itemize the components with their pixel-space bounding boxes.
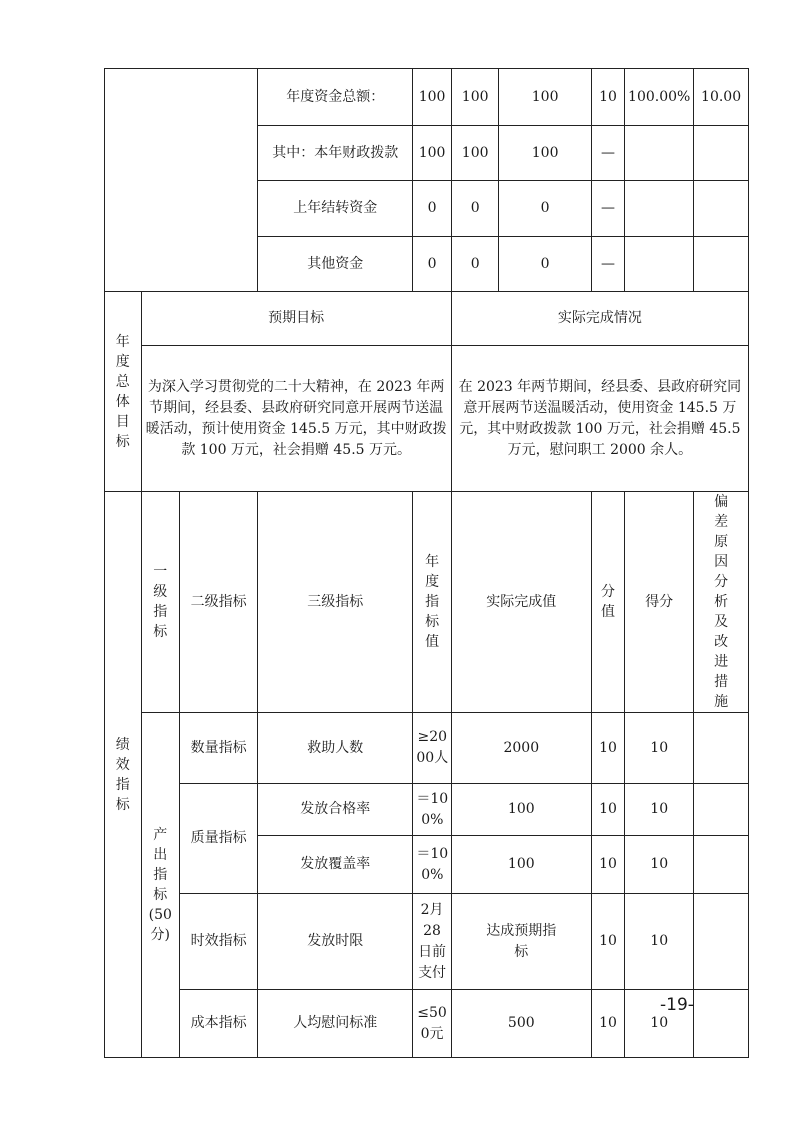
funds-value: 10.00 (694, 69, 749, 126)
goals-section-label-cell (105, 292, 142, 492)
annual-value-text: ≥2000人 (416, 729, 449, 766)
score-cell: 10 (625, 713, 694, 784)
deviation-cell (694, 784, 749, 836)
deviation-header: 偏差原因分析及改进措施 (714, 494, 729, 710)
actual-value-cell: 100 (451, 784, 591, 836)
actual-value-text: 达成预期指标 (486, 922, 557, 960)
annual-value-cell (413, 713, 452, 784)
actual-value-cell: 500 (451, 990, 591, 1058)
funds-value: 0 (413, 237, 452, 292)
table-row (105, 990, 749, 1058)
funds-blank-cell (105, 69, 258, 292)
funds-value: 100 (413, 69, 452, 126)
output-label-cell (141, 713, 180, 1058)
score-cell: 10 (625, 836, 694, 894)
deviation-cell (694, 836, 749, 894)
annual-value-header-cell (413, 492, 452, 713)
funds-value (694, 237, 749, 292)
expected-goal-header: 预期目标 (141, 292, 451, 346)
score-value-cell: 10 (591, 784, 624, 836)
annual-value-text: ≤500元 (417, 1004, 447, 1042)
funds-value (694, 181, 749, 237)
funds-value: — (591, 237, 624, 292)
annual-value-text: ＝100% (416, 790, 449, 828)
actual-value-cell: 2000 (451, 713, 591, 784)
funds-value: 0 (451, 237, 499, 292)
funds-value: 10 (591, 69, 624, 126)
expected-goal-text: 为深入学习贯彻党的二十大精神，在 2023 年两节期间，经县委、县政府研究同意开展两节送温暖活动，预计使用资金 145.5 万元，其中财政拨款 100 万元，社会捐赠 45.5 万元。 (141, 346, 451, 492)
level3-cell: 救助人数 (258, 713, 413, 784)
annual-value-cell (413, 894, 452, 990)
deviation-cell (694, 713, 749, 784)
level2-cell: 质量指标 (180, 784, 258, 894)
annual-value-text: ＝100% (416, 845, 449, 883)
score-cell: 10 (625, 894, 694, 990)
goals-text-row (105, 346, 749, 492)
funds-value: — (591, 181, 624, 237)
funds-value (625, 126, 694, 181)
funds-value: 100.00% (625, 69, 694, 126)
funds-value: 0 (413, 181, 452, 237)
funds-value: 100 (499, 69, 591, 126)
funds-label: 年度资金总额： (258, 69, 413, 126)
level3-cell: 发放时限 (258, 894, 413, 990)
score-value-cell: 10 (591, 894, 624, 990)
funds-value: — (591, 126, 624, 181)
funds-value (694, 126, 749, 181)
score-value-header: 分值 (600, 584, 615, 620)
funds-value: 100 (499, 126, 591, 181)
performance-section-label: 绩效指标 (115, 736, 130, 813)
deviation-cell (694, 990, 749, 1058)
funds-label: 其他资金 (258, 237, 413, 292)
annual-value-header: 年度指标值 (425, 554, 440, 650)
score-cell: 10 (625, 784, 694, 836)
goals-section-label: 年度总体目标 (115, 333, 130, 450)
funds-value: 100 (451, 69, 499, 126)
level3-header: 三级指标 (258, 492, 413, 713)
table-row (105, 713, 749, 784)
funds-label: 其中：本年财政拨款 (258, 126, 413, 181)
annual-value-cell (413, 784, 452, 836)
page-number: -19- (660, 995, 694, 1015)
level1-header-cell (141, 492, 180, 713)
indicators-header-row (105, 492, 749, 713)
level2-cell: 成本指标 (180, 990, 258, 1058)
actual-value-cell (451, 894, 591, 990)
goals-header-row (105, 292, 749, 346)
funds-label: 上年结转资金 (258, 181, 413, 237)
actual-completion-text: 在 2023 年两节期间，经县委、县政府研究同意开展两节送温暖活动，使用资金 145.5 万元，其中财政拨款 100 万元，社会捐赠 45.5 万元，慰问职工 2000 余人。 (451, 346, 748, 492)
actual-completion-header: 实际完成情况 (451, 292, 748, 346)
funds-value: 0 (499, 237, 591, 292)
score-value-cell: 10 (591, 990, 624, 1058)
funds-value (625, 181, 694, 237)
score-value-header-cell (591, 492, 624, 713)
annual-value-cell (413, 990, 452, 1058)
performance-table (104, 68, 749, 1058)
actual-value-header: 实际完成值 (451, 492, 591, 713)
table-row (105, 784, 749, 836)
level3-cell: 发放覆盖率 (258, 836, 413, 894)
annual-value-text: 2月28日前支付 (418, 901, 447, 981)
output-label: 产出指标(50分) (148, 827, 172, 943)
annual-value-cell (413, 836, 452, 894)
level2-cell: 数量指标 (180, 713, 258, 784)
score-cell: 10 (625, 990, 694, 1058)
score-value-cell: 10 (591, 713, 624, 784)
deviation-cell (694, 894, 749, 990)
funds-value: 100 (451, 126, 499, 181)
deviation-header-cell (694, 492, 749, 713)
score-value-cell: 10 (591, 836, 624, 894)
funds-value: 0 (499, 181, 591, 237)
funds-value: 0 (451, 181, 499, 237)
level1-header: 一级指标 (153, 564, 168, 640)
funds-value: 100 (413, 126, 452, 181)
actual-value-cell: 100 (451, 836, 591, 894)
table-row (105, 894, 749, 990)
performance-section-label-cell (105, 492, 142, 1058)
level3-cell: 发放合格率 (258, 784, 413, 836)
level3-cell: 人均慰问标准 (258, 990, 413, 1058)
funds-row-total (105, 69, 749, 126)
funds-value (625, 237, 694, 292)
score-header: 得分 (625, 492, 694, 713)
level2-header: 二级指标 (180, 492, 258, 713)
level2-cell: 时效指标 (180, 894, 258, 990)
